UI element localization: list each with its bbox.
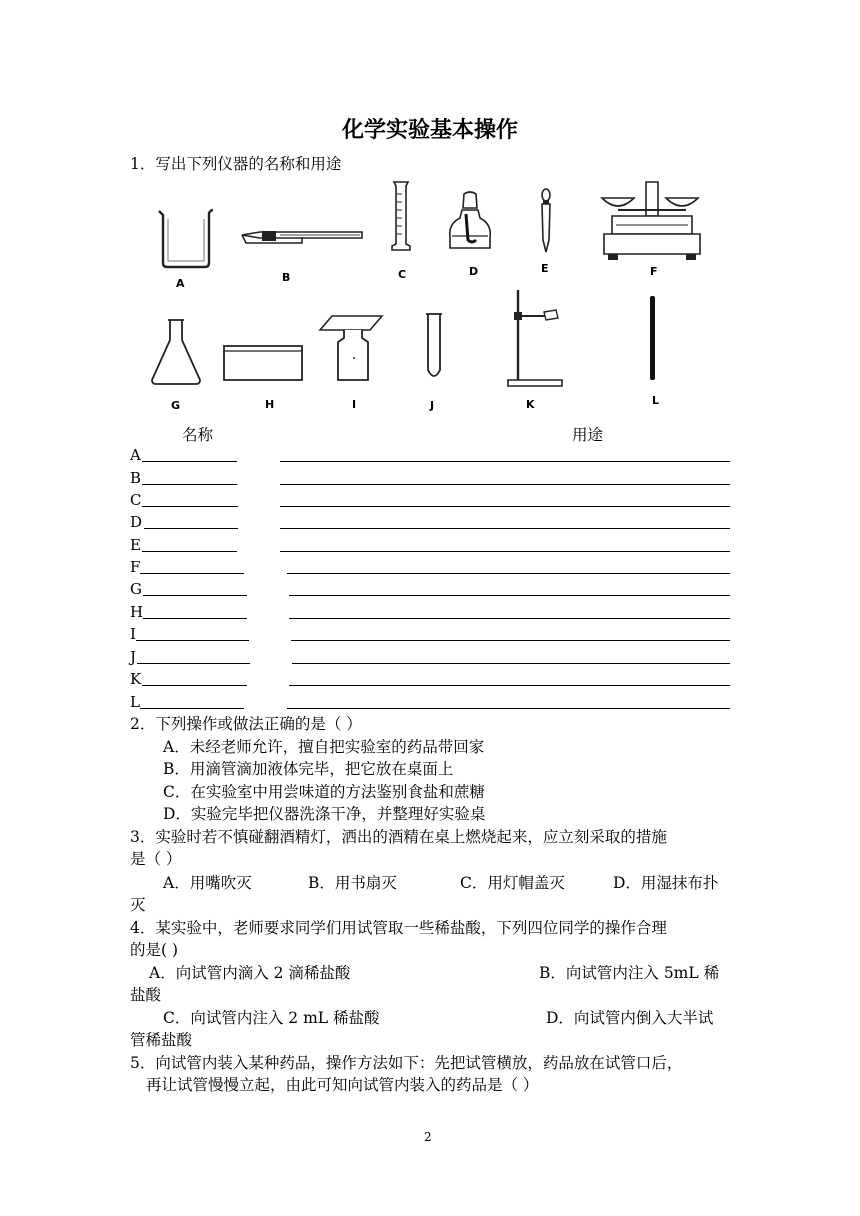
alcohol-lamp-icon bbox=[446, 192, 494, 254]
gas-bottle-icon bbox=[318, 312, 384, 384]
q4-option-a: A．向试管内滴入 2 滴稀盐酸 bbox=[149, 964, 351, 982]
use-blank[interactable] bbox=[280, 506, 730, 507]
q2-stem: 2．下列操作或做法正确的是（ ） bbox=[130, 715, 362, 733]
use-blank[interactable] bbox=[280, 484, 730, 485]
name-blank[interactable] bbox=[144, 528, 238, 529]
test-tube-holder-icon bbox=[240, 225, 365, 249]
use-blank[interactable] bbox=[289, 618, 730, 619]
name-blank[interactable] bbox=[142, 484, 237, 485]
answer-row-label: G bbox=[130, 580, 142, 598]
q2-option-a: A．未经老师允许，擅自把实验室的药品带回家 bbox=[163, 738, 485, 756]
apparatus-label-j: J bbox=[430, 399, 435, 412]
q2-option-b: B．用滴管滴加液体完毕，把它放在桌面上 bbox=[163, 760, 454, 778]
conical-flask-icon bbox=[150, 318, 202, 386]
apparatus-label-e: E bbox=[541, 262, 549, 275]
use-blank[interactable] bbox=[287, 573, 730, 574]
q3-stem: 3．实验时若不慎碰翻酒精灯，洒出的酒精在桌上燃烧起来，应立刻采取的措施 bbox=[130, 828, 667, 846]
header-use: 用途 bbox=[572, 426, 604, 444]
apparatus-label-k: K bbox=[526, 398, 535, 411]
use-blank[interactable] bbox=[280, 528, 730, 529]
balance-icon bbox=[598, 180, 706, 264]
q4-option-d: D．向试管内倒入大半试 bbox=[546, 1009, 714, 1027]
name-blank[interactable] bbox=[142, 461, 237, 462]
name-blank[interactable] bbox=[140, 708, 244, 709]
answer-row-label: H bbox=[130, 603, 144, 621]
q3-option-d: D．用湿抹布扑 bbox=[613, 874, 719, 892]
use-blank[interactable] bbox=[291, 640, 730, 641]
q4-option-b-cont: 盐酸 bbox=[130, 986, 162, 1004]
apparatus-label-i: I bbox=[352, 398, 357, 411]
apparatus-label-f: F bbox=[650, 265, 658, 278]
beaker-icon bbox=[155, 207, 215, 269]
answer-row-label: L bbox=[130, 693, 140, 711]
use-blank[interactable] bbox=[280, 461, 730, 462]
answer-row-label: D bbox=[130, 513, 143, 531]
answer-row-label: E bbox=[130, 536, 141, 554]
q3-option-d-cont: 灭 bbox=[130, 896, 146, 914]
test-tube-icon bbox=[424, 312, 444, 380]
name-blank[interactable] bbox=[142, 506, 238, 507]
answer-row-label: C bbox=[130, 491, 142, 509]
iron-stand-icon bbox=[506, 288, 564, 388]
use-blank[interactable] bbox=[289, 685, 730, 686]
use-blank[interactable] bbox=[292, 663, 730, 664]
header-name: 名称 bbox=[182, 426, 214, 444]
q4-option-b: B．向试管内注入 5mL 稀 bbox=[539, 964, 720, 982]
q3-option-a: A．用嘴吹灭 bbox=[163, 874, 252, 892]
answer-row-label: F bbox=[130, 558, 141, 576]
answer-row-label: J bbox=[130, 648, 137, 666]
q5-stem: 5．向试管内装入某种药品，操作方法如下：先把试管横放，药品放在试管口后， bbox=[130, 1054, 683, 1072]
page-title: 化学实验基本操作 bbox=[341, 118, 518, 143]
name-blank[interactable] bbox=[140, 573, 244, 574]
apparatus-label-b: B bbox=[282, 271, 291, 284]
graduated-cylinder-icon bbox=[390, 180, 414, 252]
q4-option-d-cont: 管稀盐酸 bbox=[130, 1031, 193, 1049]
name-blank[interactable] bbox=[143, 595, 247, 596]
q4-stem: 4．某实验中，老师要求同学们用试管取一些稀盐酸，下列四位同学的操作合理 bbox=[130, 919, 667, 937]
q1-stem: 1．写出下列仪器的名称和用途 bbox=[130, 155, 342, 173]
use-blank[interactable] bbox=[289, 595, 730, 596]
answer-row-label: K bbox=[130, 670, 142, 688]
q4-option-c: C．向试管内注入 2 mL 稀盐酸 bbox=[163, 1009, 380, 1027]
use-blank[interactable] bbox=[287, 708, 730, 709]
q2-option-c: C．在实验室中用尝味道的方法鉴别食盐和蔗糖 bbox=[163, 783, 485, 801]
trough-icon bbox=[222, 344, 304, 382]
q3-option-c: C．用灯帽盖灭 bbox=[460, 874, 565, 892]
apparatus-label-h: H bbox=[265, 398, 275, 411]
answer-row-label: B bbox=[130, 469, 142, 487]
name-blank[interactable] bbox=[136, 640, 249, 641]
name-blank[interactable] bbox=[137, 663, 250, 664]
glass-rod-icon bbox=[648, 294, 658, 382]
name-blank[interactable] bbox=[142, 685, 247, 686]
use-blank[interactable] bbox=[280, 551, 730, 552]
q5-stem-cont: 再让试管慢慢立起，由此可知向试管内装入的药品是（ ） bbox=[146, 1076, 539, 1094]
name-blank[interactable] bbox=[143, 618, 247, 619]
apparatus-label-d: D bbox=[469, 265, 479, 278]
dropper-icon bbox=[538, 188, 554, 254]
apparatus-label-a: A bbox=[176, 277, 185, 290]
answer-row-label: I bbox=[130, 625, 136, 643]
apparatus-label-l: L bbox=[652, 394, 660, 407]
q4-stem-cont: 的是( ) bbox=[130, 941, 179, 959]
page-number: 2 bbox=[424, 1130, 432, 1144]
answer-row-label: A bbox=[130, 446, 141, 464]
q3-option-b: B．用书扇灭 bbox=[308, 874, 397, 892]
apparatus-label-g: G bbox=[171, 399, 181, 412]
q2-option-d: D．实验完毕把仪器洗涤干净，并整理好实验桌 bbox=[163, 805, 486, 823]
q3-stem-cont: 是（ ） bbox=[130, 850, 182, 868]
apparatus-label-c: C bbox=[398, 268, 407, 281]
name-blank[interactable] bbox=[142, 551, 237, 552]
